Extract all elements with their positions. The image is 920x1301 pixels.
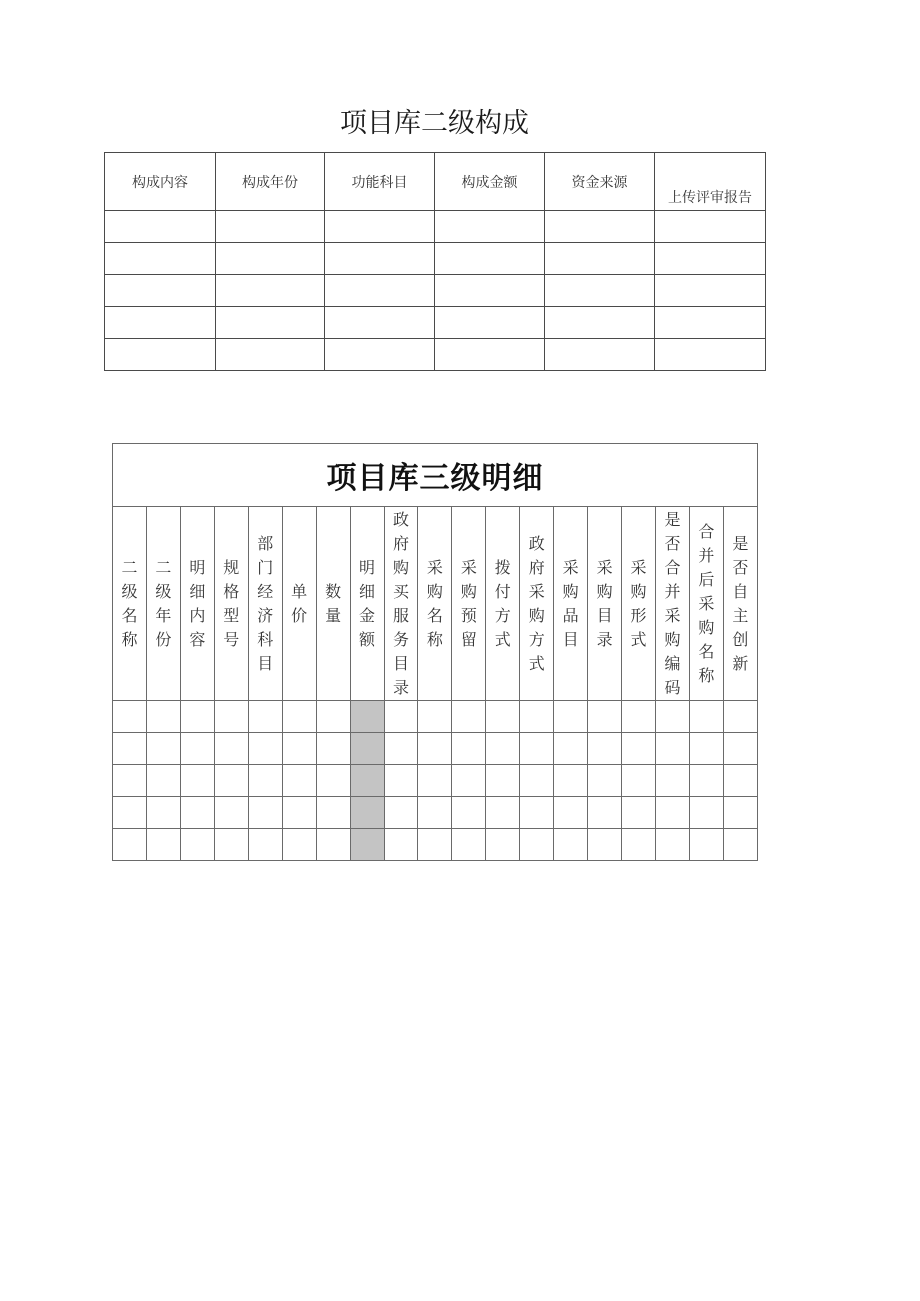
level3-table-cell[interactable]: [146, 733, 180, 765]
level3-table-cell[interactable]: [689, 765, 723, 797]
level3-table-cell[interactable]: [113, 765, 147, 797]
level3-table-cell[interactable]: [180, 765, 214, 797]
level3-table-cell[interactable]: [248, 733, 282, 765]
level3-col-header: [452, 507, 486, 701]
level3-table-cell[interactable]: [418, 733, 452, 765]
level3-table-cell[interactable]: [418, 765, 452, 797]
level2-table-cell[interactable]: [105, 339, 216, 371]
level3-table-cell[interactable]: [656, 797, 690, 829]
level3-table-cell[interactable]: [248, 829, 282, 861]
level2-col-header: 构成金额: [435, 153, 545, 211]
level3-col-header-label: 明细金额: [359, 557, 376, 649]
level3-table-cell[interactable]: [282, 797, 316, 829]
level3-col-header: [554, 507, 588, 701]
level3-col-header-label: 单价: [291, 581, 308, 625]
level3-table-cell[interactable]: [723, 701, 757, 733]
level3-table-cell[interactable]: [723, 797, 757, 829]
level3-table-cell[interactable]: [180, 797, 214, 829]
level3-col-header-label: 政府采购方式: [528, 533, 545, 673]
level2-table-cell[interactable]: [105, 243, 216, 275]
level3-table-cell[interactable]: [656, 701, 690, 733]
level3-table-row: [113, 733, 758, 765]
level3-table-cell[interactable]: [113, 733, 147, 765]
level3-col-header: [146, 507, 180, 701]
level3-table-cell[interactable]: [452, 765, 486, 797]
level3-table-cell[interactable]: [486, 701, 520, 733]
level3-table-cell[interactable]: [588, 829, 622, 861]
level3-table-cell[interactable]: [588, 765, 622, 797]
level2-col-header: 资金来源: [545, 153, 655, 211]
level3-col-header-label: 采购预留: [460, 557, 477, 649]
level3-table-cell[interactable]: [282, 765, 316, 797]
level3-col-header-label: 部门经济科目: [257, 533, 274, 673]
level2-table-cell[interactable]: [216, 339, 325, 371]
level3-col-header-label: 采购名称: [426, 557, 443, 649]
level3-col-header-label: 采购目录: [596, 557, 613, 649]
level3-table-cell[interactable]: [554, 733, 588, 765]
level2-table-cell[interactable]: [435, 275, 545, 307]
level3-table-cell[interactable]: [384, 829, 418, 861]
level2-col-header: 上传评审报告: [655, 153, 766, 211]
level3-col-header: [248, 507, 282, 701]
level3-col-header-label: 采购品目: [562, 557, 579, 649]
level3-table-cell[interactable]: [418, 829, 452, 861]
level3-table-cell[interactable]: [723, 829, 757, 861]
level2-table-cell[interactable]: [545, 339, 655, 371]
level3-table-cell[interactable]: [384, 701, 418, 733]
level3-table-cell-shaded[interactable]: [350, 829, 384, 861]
level3-table-cell[interactable]: [180, 733, 214, 765]
level3-table-cell[interactable]: [418, 701, 452, 733]
level2-table-cell[interactable]: [655, 307, 766, 339]
level3-col-header-label: 数量: [325, 581, 342, 625]
level3-table-cell[interactable]: [554, 765, 588, 797]
level3-table-cell-shaded[interactable]: [350, 733, 384, 765]
level2-table-cell[interactable]: [325, 275, 435, 307]
level3-col-header: [350, 507, 384, 701]
level3-table-cell[interactable]: [146, 765, 180, 797]
level3-col-header: [486, 507, 520, 701]
level3-table-cell[interactable]: [656, 765, 690, 797]
level2-table-body: [105, 211, 766, 371]
level3-table-cell[interactable]: [520, 829, 554, 861]
level3-table-cell[interactable]: [282, 733, 316, 765]
level2-table-row: [105, 307, 766, 339]
level3-col-header: [113, 507, 147, 701]
level3-col-header: [689, 507, 723, 701]
level3-table-cell[interactable]: [384, 797, 418, 829]
level3-table-cell[interactable]: [248, 701, 282, 733]
level3-col-header-label: 政府购买服务目录: [392, 509, 409, 697]
level3-table-cell[interactable]: [452, 733, 486, 765]
level3-table-cell[interactable]: [520, 797, 554, 829]
level2-table-cell[interactable]: [655, 211, 766, 243]
level3-col-header-label: 二级年份: [155, 557, 172, 649]
level3-table-cell[interactable]: [689, 733, 723, 765]
level3-table-cell[interactable]: [452, 701, 486, 733]
level3-col-header: [282, 507, 316, 701]
level3-table-cell[interactable]: [689, 829, 723, 861]
level3-col-header: [316, 507, 350, 701]
level3-header-row: [113, 507, 758, 701]
level3-table-cell[interactable]: [146, 701, 180, 733]
level3-table-cell[interactable]: [214, 701, 248, 733]
level3-col-header: [622, 507, 656, 701]
level3-table-cell[interactable]: [588, 733, 622, 765]
level3-table-cell[interactable]: [622, 797, 656, 829]
level2-table-cell[interactable]: [545, 275, 655, 307]
level3-table-cell[interactable]: [554, 829, 588, 861]
level3-table-cell[interactable]: [452, 797, 486, 829]
level3-table-cell[interactable]: [113, 701, 147, 733]
level2-table-cell[interactable]: [216, 307, 325, 339]
level3-table-cell[interactable]: [248, 797, 282, 829]
level3-table-row: [113, 829, 758, 861]
level2-table-cell[interactable]: [325, 243, 435, 275]
level2-table-row: [105, 211, 766, 243]
level3-table-body: [113, 701, 758, 861]
level2-table-cell[interactable]: [105, 275, 216, 307]
level3-col-header: [180, 507, 214, 701]
level3-table-row: [113, 701, 758, 733]
level3-table-cell[interactable]: [384, 765, 418, 797]
level2-table-cell[interactable]: [105, 211, 216, 243]
level3-col-header-label: 拨付方式: [494, 557, 511, 649]
level2-title: 项目库二级构成: [340, 108, 529, 139]
level2-table-cell[interactable]: [655, 275, 766, 307]
level3-table-cell[interactable]: [282, 701, 316, 733]
level2-table-cell[interactable]: [435, 339, 545, 371]
level3-col-header: [418, 507, 452, 701]
level3-table-cell[interactable]: [656, 733, 690, 765]
level3-table-cell[interactable]: [622, 829, 656, 861]
level3-table-cell[interactable]: [214, 765, 248, 797]
level3-title-row: [113, 444, 758, 507]
level3-table-cell[interactable]: [316, 701, 350, 733]
level2-table-cell[interactable]: [545, 243, 655, 275]
level2-table-row: [105, 275, 766, 307]
level3-table-cell[interactable]: [723, 765, 757, 797]
level3-table-row: [113, 797, 758, 829]
level2-table: [104, 152, 766, 371]
level2-table-cell[interactable]: [325, 307, 435, 339]
level3-table-cell[interactable]: [622, 701, 656, 733]
level3-col-header-label: 是否自主创新: [732, 533, 749, 673]
level2-table-cell[interactable]: [216, 243, 325, 275]
level3-table-cell[interactable]: [316, 733, 350, 765]
level3-table-cell[interactable]: [282, 829, 316, 861]
level3-table-cell[interactable]: [180, 829, 214, 861]
level3-table-cell[interactable]: [622, 733, 656, 765]
level3-table-cell[interactable]: [689, 797, 723, 829]
level3-table-cell[interactable]: [214, 829, 248, 861]
level3-table-row: [113, 765, 758, 797]
level3-table-cell-shaded[interactable]: [350, 765, 384, 797]
level3-col-header-label: 明细内容: [189, 557, 206, 649]
level3-table: [112, 443, 758, 861]
level2-table-cell[interactable]: [216, 211, 325, 243]
level2-col-header: 功能科目: [325, 153, 435, 211]
level3-title: 项目库三级明细: [113, 444, 758, 507]
level3-col-header: [723, 507, 757, 701]
level3-table-cell[interactable]: [554, 797, 588, 829]
level3-table-cell[interactable]: [113, 797, 147, 829]
level3-table-cell[interactable]: [248, 765, 282, 797]
level2-table-cell[interactable]: [105, 307, 216, 339]
level3-col-header-label: 规格型号: [223, 557, 240, 649]
level3-col-header-label: 二级名称: [121, 557, 138, 649]
level3-table-cell[interactable]: [486, 765, 520, 797]
level2-table-cell[interactable]: [325, 339, 435, 371]
level3-table-cell[interactable]: [554, 701, 588, 733]
level3-table-cell[interactable]: [486, 829, 520, 861]
level2-table-cell[interactable]: [545, 211, 655, 243]
level3-table-cell[interactable]: [146, 797, 180, 829]
level2-header-row: [105, 153, 766, 211]
level3-table-cell[interactable]: [656, 829, 690, 861]
level3-col-header: [588, 507, 622, 701]
level3-table-cell[interactable]: [316, 797, 350, 829]
level3-col-header-label: 采购形式: [630, 557, 647, 649]
level2-col-header: 构成内容: [105, 153, 216, 211]
level3-table-cell[interactable]: [689, 701, 723, 733]
level3-table-cell[interactable]: [146, 829, 180, 861]
level2-col-header: 构成年份: [216, 153, 325, 211]
level3-table-cell-shaded[interactable]: [350, 701, 384, 733]
level3-table-cell[interactable]: [588, 701, 622, 733]
level2-table-cell[interactable]: [655, 339, 766, 371]
level3-table-cell[interactable]: [316, 829, 350, 861]
level3-table-cell[interactable]: [214, 733, 248, 765]
level3-table-cell[interactable]: [452, 829, 486, 861]
level2-table-row: [105, 339, 766, 371]
level3-col-header: [520, 507, 554, 701]
level2-table-row: [105, 243, 766, 275]
level3-table-cell[interactable]: [384, 733, 418, 765]
level3-table-cell[interactable]: [486, 733, 520, 765]
level2-table-cell[interactable]: [655, 243, 766, 275]
level3-table-cell[interactable]: [520, 765, 554, 797]
level3-table-cell[interactable]: [723, 733, 757, 765]
level2-table-cell[interactable]: [435, 243, 545, 275]
level3-table-cell-shaded[interactable]: [350, 797, 384, 829]
level3-col-header-label: 是否合并采购编码: [664, 509, 681, 697]
level2-table-cell[interactable]: [325, 211, 435, 243]
level3-table-cell[interactable]: [113, 829, 147, 861]
level3-col-header: [214, 507, 248, 701]
level3-col-header: [384, 507, 418, 701]
level3-col-header: [656, 507, 690, 701]
level3-table-cell[interactable]: [418, 797, 452, 829]
level3-table-cell[interactable]: [588, 797, 622, 829]
level3-table-cell[interactable]: [486, 797, 520, 829]
level2-table-cell[interactable]: [435, 211, 545, 243]
level3-table-cell[interactable]: [214, 797, 248, 829]
level2-table-cell[interactable]: [545, 307, 655, 339]
level3-table-cell[interactable]: [520, 701, 554, 733]
level3-table-cell[interactable]: [316, 765, 350, 797]
level3-table-cell[interactable]: [520, 733, 554, 765]
level3-table-cell[interactable]: [180, 701, 214, 733]
level3-col-header-label: 合并后采购名称: [698, 521, 715, 685]
level2-table-cell[interactable]: [435, 307, 545, 339]
level2-table-cell[interactable]: [216, 275, 325, 307]
level3-table-cell[interactable]: [622, 765, 656, 797]
